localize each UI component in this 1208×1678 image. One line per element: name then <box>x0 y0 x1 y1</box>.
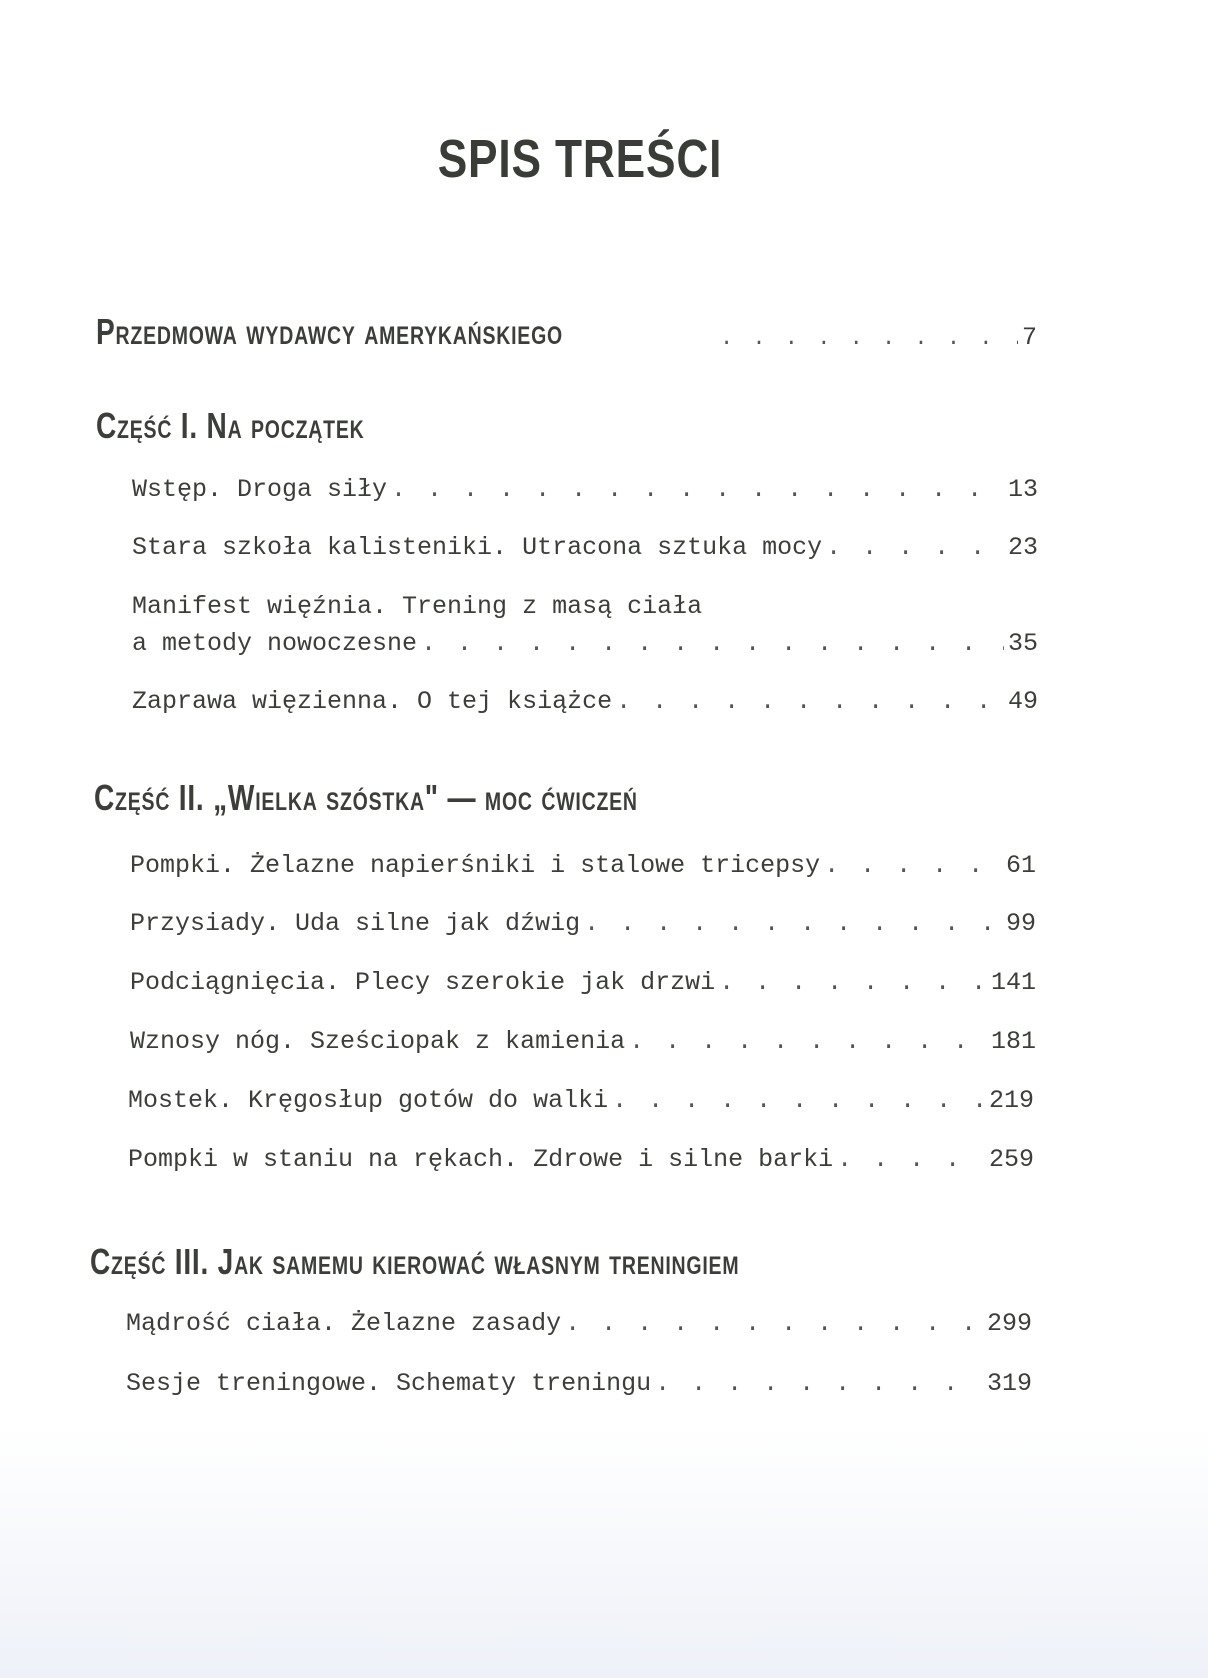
toc-entry[interactable] <box>132 588 1038 662</box>
page-number: 35 <box>1007 629 1038 658</box>
page-number: 299 <box>986 1309 1032 1338</box>
page-number: 181 <box>990 1027 1036 1056</box>
toc-entry[interactable] <box>130 1024 1036 1060</box>
entry-label: Podciągnięcia. Plecy szerokie jak drzwi <box>130 968 716 997</box>
entry-label: Wstęp. Droga siły <box>132 475 388 504</box>
page-number: 219 <box>988 1086 1034 1115</box>
page-number: 319 <box>986 1369 1032 1398</box>
page-number: 23 <box>1007 533 1038 562</box>
toc-entry[interactable] <box>132 530 1038 566</box>
dot-leader <box>629 1024 987 1060</box>
entry-label: Pompki. Żelazne napierśniki i stalowe tricepsy <box>130 851 821 880</box>
page-number: 99 <box>1005 909 1036 938</box>
part-heading: Część II. „Wielka szóstka" — moc ćwiczeń <box>94 777 638 818</box>
page-number: 13 <box>1007 475 1038 504</box>
preface-label: Przedmowa wydawcy amerykańskiego <box>96 311 563 352</box>
page-number: 259 <box>988 1145 1034 1174</box>
page-title: SPIS TREŚCI <box>437 129 723 189</box>
toc-entry[interactable] <box>132 472 1038 508</box>
dot-leader <box>565 1306 983 1342</box>
toc-entry[interactable] <box>126 1306 1032 1342</box>
part-heading: Część III. Jak samemu kierować własnym treningiem <box>90 1241 740 1282</box>
toc-preface[interactable] <box>96 310 1038 361</box>
dot-leader <box>719 965 987 1001</box>
dot-leader <box>826 530 1004 566</box>
entry-label-line2: a metody nowoczesne <box>132 629 418 658</box>
page-number: 49 <box>1007 687 1038 716</box>
toc-entry[interactable] <box>128 1083 1034 1119</box>
part-heading: Część I. Na początek <box>96 405 365 446</box>
dot-leader <box>391 472 1004 508</box>
entry-label: Wznosy nóg. Sześciopak z kamienia <box>130 1027 626 1056</box>
dot-leader <box>616 684 1004 720</box>
entry-label: Mostek. Kręgosłup gotów do walki <box>128 1086 609 1115</box>
toc-entry[interactable] <box>130 965 1036 1001</box>
dot-leader <box>421 626 1004 662</box>
entry-label: Sesje treningowe. Schematy treningu <box>126 1369 652 1398</box>
dot-leader <box>655 1366 983 1402</box>
entry-label-line1: Manifest więźnia. Trening z masą ciała <box>132 592 703 621</box>
page-number: 61 <box>1005 851 1036 880</box>
toc-entry[interactable] <box>126 1366 1032 1402</box>
dot-leader <box>612 1083 985 1119</box>
toc-entry[interactable] <box>130 848 1036 884</box>
entry-label: Przysiady. Uda silne jak dźwig <box>130 909 581 938</box>
entry-label: Zaprawa więzienna. O tej książce <box>132 687 613 716</box>
page-number: 7 <box>1021 323 1038 352</box>
entry-label: Mądrość ciała. Żelazne zasady <box>126 1309 562 1338</box>
toc-entry[interactable] <box>132 684 1038 720</box>
entry-label: Pompki w staniu na rękach. Zdrowe i silne barki <box>128 1145 834 1174</box>
toc-entry[interactable] <box>128 1142 1034 1178</box>
dot-leader <box>584 906 1002 942</box>
dot-leader <box>824 848 1002 884</box>
toc-entry[interactable] <box>130 906 1036 942</box>
dot-leader <box>720 317 1018 361</box>
page-number: 141 <box>990 968 1036 997</box>
entry-label: Stara szkoła kalisteniki. Utracona sztuka mocy <box>132 533 823 562</box>
dot-leader <box>837 1142 985 1178</box>
